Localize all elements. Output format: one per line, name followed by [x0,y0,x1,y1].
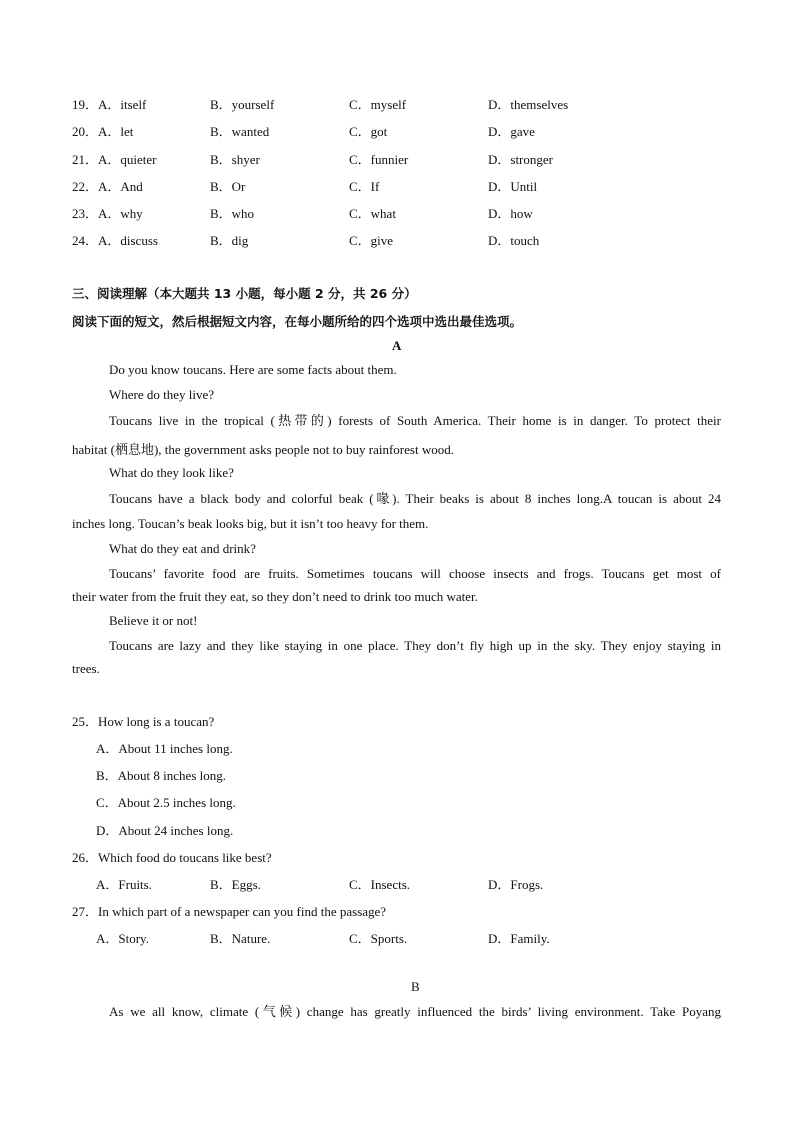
passage-intro: Do you know toucans. Here are some facts about them. [109,362,397,377]
paragraph-line: Toucans live in the tropical (热带的) forests of South America. Their home is in danger. To protect their [109,413,721,428]
paragraph-line: As we all know, climate (气候) change has greatly influenced the birds’ living environment. Take Poyang [109,1004,721,1019]
option-a: A．discuss [98,233,158,248]
option-d: D．Family. [488,931,550,946]
paragraph-line: trees. [72,661,100,676]
passage-heading: What do they eat and drink? [109,541,256,556]
option-d: D．About 24 inches long. [96,823,234,838]
option-a: A．quieter [98,152,157,167]
option-d: D．gave [488,124,535,139]
option-a: A．let [98,124,134,139]
option-c: C．funnier [349,152,409,167]
passage-label-b: B [411,979,420,994]
option-b: B．Eggs. [210,877,261,892]
question-stem: 27．In which part of a newspaper can you find the passage? [72,904,387,919]
option-a: A．Story. [96,931,149,946]
paragraph-line: Toucans are lazy and they like staying in one place. They don’t fly high up in the sky. They enjoy staying in [109,638,721,653]
passage-label-a: A [392,338,402,353]
option-a: A．why [98,206,143,221]
section-title: 三、阅读理解（本大题共 13 小题，每小题 2 分，共 26 分） [72,286,417,301]
option-b: B．dig [210,233,249,248]
option-d: D．how [488,206,533,221]
option-d: D．themselves [488,97,569,112]
option-a: A．itself [98,97,147,112]
option-a: A．Fruits. [96,877,152,892]
option-d: D．Until [488,179,538,194]
question-number: 19． [72,97,99,112]
option-d: D．touch [488,233,540,248]
question-number: 20． [72,124,99,139]
option-b: B．About 8 inches long. [96,768,226,783]
option-a: A．And [98,179,143,194]
question-number: 21． [72,152,99,167]
option-d: D．Frogs. [488,877,544,892]
passage-heading: Where do they live? [109,387,215,402]
option-b: B．shyer [210,152,260,167]
option-c: C．got [349,124,388,139]
option-b: B．wanted [210,124,270,139]
question-stem: 26．Which food do toucans like best? [72,850,272,865]
option-d: D．stronger [488,152,553,167]
paragraph-line: Toucans’ favorite food are fruits. Sometimes toucans will choose insects and frogs. Toucans get most of [109,566,721,581]
question-stem: 25．How long is a toucan? [72,714,215,729]
option-c: C．If [349,179,380,194]
section-instruction: 阅读下面的短文，然后根据短文内容，在每小题所给的四个选项中选出最佳选项。 [72,314,523,329]
paragraph-line: Toucans have a black body and colorful beak (喙). Their beaks is about 8 inches long.A toucan is about 24 [109,491,721,506]
paragraph-line: inches long. Toucan’s beak looks big, but it isn’t too heavy for them. [72,516,429,531]
option-a: A．About 11 inches long. [96,741,233,756]
option-c: C．what [349,206,396,221]
option-b: B．Or [210,179,246,194]
question-number: 22． [72,179,99,194]
option-c: C．myself [349,97,407,112]
passage-heading: Believe it or not! [109,613,198,628]
paragraph-line: their water from the fruit they eat, so they don’t need to drink too much water. [72,589,478,604]
option-b: B．who [210,206,255,221]
option-c: C．Sports. [349,931,408,946]
option-c: C．Insects. [349,877,411,892]
question-number: 24． [72,233,99,248]
option-b: B．Nature. [210,931,271,946]
passage-heading: What do they look like? [109,465,234,480]
option-b: B．yourself [210,97,275,112]
option-c: C．About 2.5 inches long. [96,795,236,810]
paragraph-line: habitat (栖息地), the government asks people not to buy rainforest wood. [72,442,454,457]
question-number: 23． [72,206,99,221]
option-c: C．give [349,233,394,248]
